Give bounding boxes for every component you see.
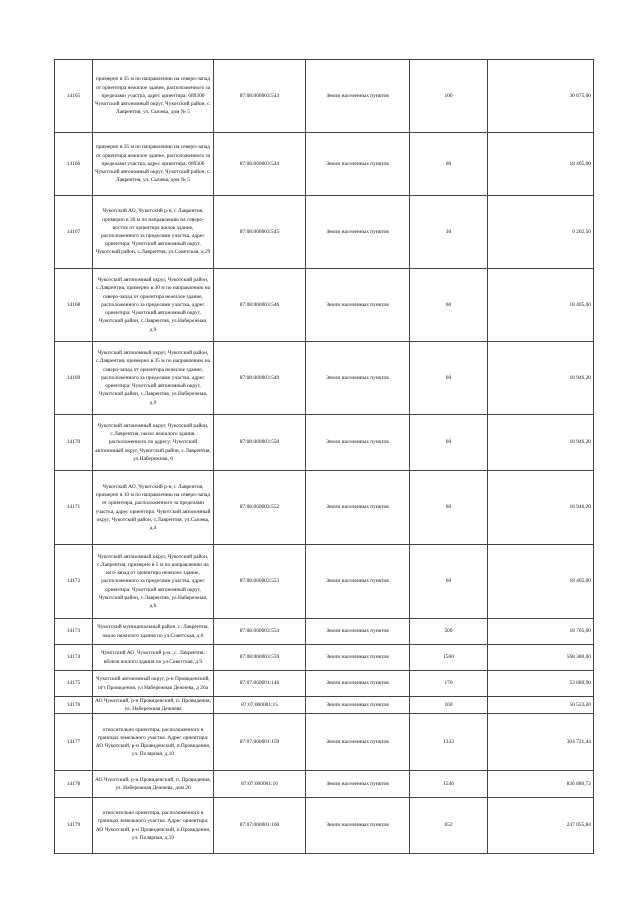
land-plot-table: [54, 59, 594, 854]
cadastral-number-cell: 87:07:060001:16: [214, 771, 306, 798]
address-cell: [93, 697, 214, 714]
row-number-cell: 14177: [55, 714, 93, 771]
address-text: АО Чукотский, р-н Провиденский, п. Провидения, ул. Набережная Дежнева: [95, 698, 211, 713]
area-cell: 60: [410, 545, 488, 619]
cadastral-cost-cell: 30 675,00: [488, 60, 594, 133]
land-category-cell: Земли населенных пунктов: [306, 471, 410, 545]
table-row: [55, 545, 594, 619]
area-cell: 60: [410, 342, 488, 415]
cadastral-cost-cell: 18 405,00: [488, 269, 594, 342]
area-cell: 1546: [410, 771, 488, 798]
area-cell: 30: [410, 196, 488, 269]
cadastral-number-cell: 87:08:060003:553: [214, 545, 306, 619]
land-category-cell: Земли населенных пунктов: [306, 133, 410, 196]
row-number-cell: 14170: [55, 415, 93, 471]
row-number-cell: 14166: [55, 133, 93, 196]
land-category-cell: Земли населенных пунктов: [306, 545, 410, 619]
cadastral-cost-cell: 53 680,90: [488, 671, 594, 697]
cadastral-cost-cell: 304 721,44: [488, 714, 594, 771]
row-number-cell: 14169: [55, 342, 93, 415]
address-cell: [93, 619, 214, 645]
table-row: [55, 471, 594, 545]
address-text: Чукотский автономный округ, Чукотский район, с.Лаврентия, примерно в 5 м по направлению на юго-запад от ориентира нежилое здание, расположенного за пределами участка, адрес ориентира: Чукотский автономный округ, Чукотский район, с.Лаврентия, ул.Набережная, д.6: [97, 553, 209, 609]
table-body: [55, 60, 594, 854]
area-cell: 100: [410, 60, 488, 133]
land-category-cell: Земли населенных пунктов: [306, 697, 410, 714]
cadastral-cost-cell: 18 705,00: [488, 619, 594, 645]
land-category-cell: Земли населенных пунктов: [306, 771, 410, 798]
table-row: [55, 671, 594, 697]
area-cell: 1332: [410, 714, 488, 771]
address-cell: [93, 645, 214, 671]
area-cell: 500: [410, 619, 488, 645]
cadastral-number-cell: 87:08:060003:546: [214, 269, 306, 342]
cadastral-number-cell: 87:08:060003:549: [214, 342, 306, 415]
address-text: Чукотский АО, Чукотский р-н., с. Лаврентия, вблизи жилого здания по ул.Советская, д.9: [101, 650, 205, 665]
area-cell: 170: [410, 671, 488, 697]
land-category-cell: Земли населенных пунктов: [306, 269, 410, 342]
cadastral-number-cell: 87:07:060001:15: [214, 697, 306, 714]
address-text: относительно ориентира, расположенного в границах земельного участка. Адрес ориентира: АО Чукотский, р-н Провиденский, п.Провидения, ул. Полярная, д.19: [95, 810, 211, 841]
table-row: [55, 771, 594, 798]
address-text: Чукотский муниципальный район, с. Лаврентия, около нежилого здания по ул.Советская, д.6: [97, 624, 209, 639]
address-text: Чукотский автономный округ, Чукотский район, с.Лаврентия, примерно в 35 м по направлению на северо-запад от ориентира нежилое здание, расположенного за пределами участка, адрес ориентира: Чукотский автономный округ, Чукотский район, с.Лаврентия, ул.Набережная, д.9: [95, 350, 211, 406]
table-row: [55, 342, 594, 415]
address-cell: [93, 771, 214, 798]
land-category-cell: Земли населенных пунктов: [306, 619, 410, 645]
cadastral-cost-cell: 568 380,00: [488, 645, 594, 671]
address-text: Чукотский автономный округ, р-н Провиденский, пгт Провидения, ул Набережная Дежнева, д 26а: [96, 676, 210, 691]
address-text: Чукотский автономный округ, Чукотский район, с.Лаврентия, около нежилого здания, расположенного по адресу: Чукотский автономный округ, Чукотский район, с.Лаврентия, ул.Набережная, 6: [95, 422, 211, 462]
address-cell: [93, 545, 214, 619]
area-cell: 60: [410, 415, 488, 471]
cadastral-number-cell: 87:08:060003:559: [214, 645, 306, 671]
address-text: примерно в 35 м по направлению на северо-запад от ориентира нежилое здание, расположенного за пределами участка, адрес ориентира: 689300 Чукотский автономный округ, Чукотский район, с. Лаврентия, ул. Сычева, дом № 5: [95, 144, 211, 184]
cadastral-number-cell: 87:07:060001:160: [214, 798, 306, 854]
cadastral-number-cell: 87:07:060001:159: [214, 714, 306, 771]
cadastral-number-cell: 87:08:060003:554: [214, 619, 306, 645]
address-text: Чукотский автономный округ, Чукотский район, с.Лаврентия, примерно в 30 м по направлению на северо-запад от ориентира нежилое здание, расположенного за пределами участка, адрес ориентира: Чукотский автономный округ, Чукотский район, с.Лаврентия, ул.Набережная, д.9: [95, 277, 211, 333]
cadastral-cost-cell: 9 202,50: [488, 196, 594, 269]
address-text: относительно ориентира, расположенного в границах земельного участка. Адрес ориентира: АО Чукотский, р-н Провиденский, п.Провидения, ул. Полярная, д.10: [95, 726, 211, 758]
land-category-cell: Земли населенных пунктов: [306, 798, 410, 854]
row-number-cell: 14175: [55, 671, 93, 697]
address-text: Чукотский АО, Чукотский р-н, с Лаврентия, примерно в 10 м по направлению на северо-запад от ориентира, расположенного за пределами участка, адрес ориентира: Чукотский автономный округ, Чукотский район, с.Лаврентия, ул.Сычева, д.4: [95, 483, 211, 531]
land-category-cell: Земли населенных пунктов: [306, 671, 410, 697]
table-row: [55, 415, 594, 471]
area-cell: 160: [410, 697, 488, 714]
table-row: [55, 714, 594, 771]
row-number-cell: 14179: [55, 798, 93, 854]
cadastral-number-cell: 87:08:060003:544: [214, 133, 306, 196]
address-cell: [93, 196, 214, 269]
table-row: [55, 697, 594, 714]
address-text: Чукотский АО, Чукотский р-н, с Лаврентия, примерно в 30 м по направлению на северо-восток от ориентира жилое здание, расположенного за пределами участка, адрес ориентира: Чукотский автономный округ, Чукотский район, с.Лаврентия, ул.Советская, д.29: [95, 208, 211, 256]
cadastral-cost-cell: 18 946,20: [488, 415, 594, 471]
area-cell: 60: [410, 133, 488, 196]
address-text: примерно в 35 м по направлению на северо-запад от ориентира нежилое здание, расположенного за пределами участка, адрес ориентира: 689300 Чукотский автономный округ, Чукотский район, с. Лаврентия, ул. Сычева, дом № 5: [95, 76, 211, 116]
address-cell: [93, 671, 214, 697]
table-row: [55, 60, 594, 133]
row-number-cell: 14174: [55, 645, 93, 671]
area-cell: 60: [410, 269, 488, 342]
cadastral-number-cell: 87:08:060003:543: [214, 60, 306, 133]
land-category-cell: Земли населенных пунктов: [306, 415, 410, 471]
address-cell: [93, 798, 214, 854]
row-number-cell: 14176: [55, 697, 93, 714]
land-category-cell: Земли населенных пунктов: [306, 342, 410, 415]
row-number-cell: 14167: [55, 196, 93, 269]
row-number-cell: 14168: [55, 269, 93, 342]
land-category-cell: Земли населенных пунктов: [306, 60, 410, 133]
table-row: [55, 645, 594, 671]
cadastral-number-cell: 87:07:060001:146: [214, 671, 306, 697]
cadastral-cost-cell: 18 946,20: [488, 342, 594, 415]
registry-page: [54, 59, 593, 854]
address-cell: [93, 269, 214, 342]
address-cell: [93, 714, 214, 771]
table-row: [55, 798, 594, 854]
address-cell: [93, 415, 214, 471]
row-number-cell: 14178: [55, 771, 93, 798]
land-category-cell: Земли населенных пунктов: [306, 196, 410, 269]
address-cell: [93, 471, 214, 545]
cadastral-number-cell: 87:08:060003:550: [214, 415, 306, 471]
cadastral-cost-cell: 247 055,84: [488, 798, 594, 854]
cadastral-cost-cell: 18 405,00: [488, 545, 594, 619]
table-row: [55, 619, 594, 645]
table-row: [55, 133, 594, 196]
area-cell: 60: [410, 471, 488, 545]
address-text: АО Чукотский, р-н Провиденский, п. Провидения, ул. Набережная Дежнева, дом 20: [95, 776, 211, 791]
cadastral-cost-cell: 50 523,20: [488, 697, 594, 714]
address-cell: [93, 342, 214, 415]
address-cell: [93, 133, 214, 196]
cadastral-cost-cell: 18 946,20: [488, 471, 594, 545]
land-category-cell: Земли населенных пунктов: [306, 645, 410, 671]
land-category-cell: Земли населенных пунктов: [306, 714, 410, 771]
cadastral-cost-cell: 836 880,72: [488, 771, 594, 798]
area-cell: 652: [410, 798, 488, 854]
address-cell: [93, 60, 214, 133]
cadastral-number-cell: 87:08:060003:545: [214, 196, 306, 269]
row-number-cell: 14165: [55, 60, 93, 133]
cadastral-number-cell: 87:08:060003:552: [214, 471, 306, 545]
row-number-cell: 14171: [55, 471, 93, 545]
row-number-cell: 14172: [55, 545, 93, 619]
table-row: [55, 196, 594, 269]
row-number-cell: 14173: [55, 619, 93, 645]
area-cell: 1500: [410, 645, 488, 671]
table-row: [55, 269, 594, 342]
cadastral-cost-cell: 18 405,00: [488, 133, 594, 196]
